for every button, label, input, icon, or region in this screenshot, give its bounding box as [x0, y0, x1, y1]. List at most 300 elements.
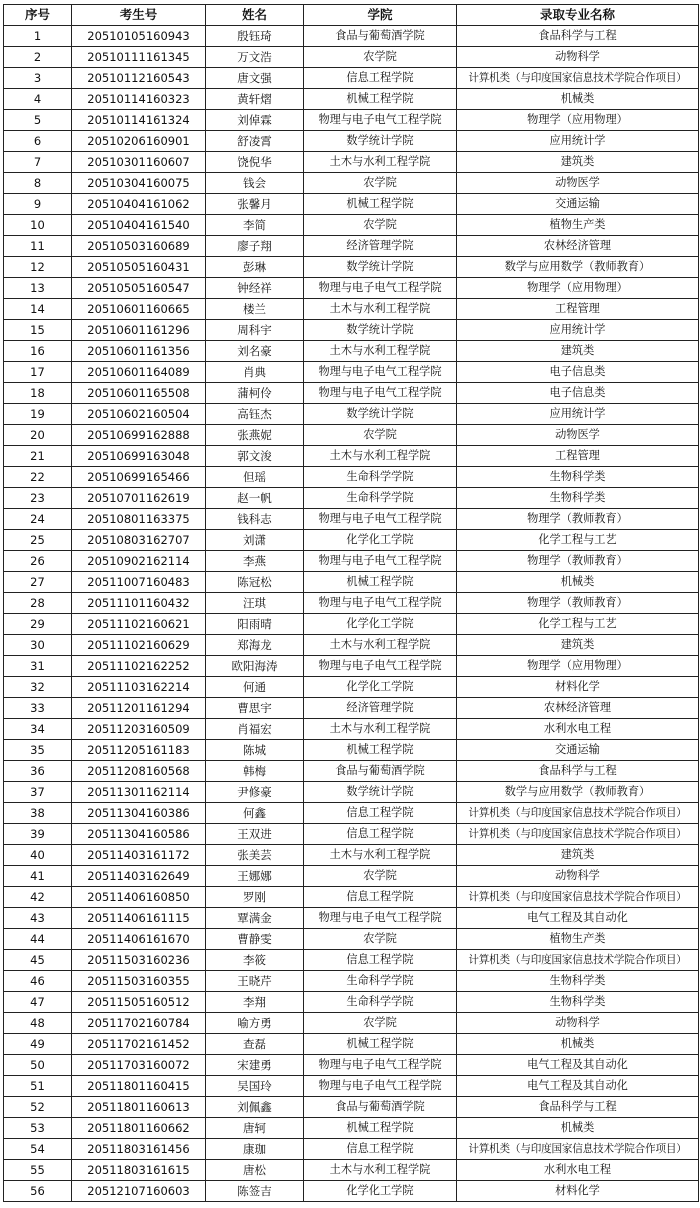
cell-major: 物理学（应用物理）	[457, 656, 699, 677]
cell-major: 计算机类（与印度国家信息技术学院合作项目）	[457, 824, 699, 845]
cell-no: 15	[4, 320, 72, 341]
cell-college: 农学院	[304, 425, 457, 446]
cell-college: 土木与水利工程学院	[304, 635, 457, 656]
cell-no: 37	[4, 782, 72, 803]
cell-college: 物理与电子电气工程学院	[304, 278, 457, 299]
cell-college: 农学院	[304, 215, 457, 236]
cell-college: 食品与葡萄酒学院	[304, 1097, 457, 1118]
cell-no: 45	[4, 950, 72, 971]
cell-exam-id: 20511403162649	[72, 866, 206, 887]
cell-no: 2	[4, 47, 72, 68]
cell-major: 建筑类	[457, 341, 699, 362]
table-row	[4, 740, 699, 761]
cell-name: 郭文浚	[206, 446, 304, 467]
cell-college: 化学化工学院	[304, 1181, 457, 1202]
cell-exam-id: 20510503160689	[72, 236, 206, 257]
table-row	[4, 1118, 699, 1139]
cell-major: 化学工程与工艺	[457, 614, 699, 635]
cell-exam-id: 20511503160236	[72, 950, 206, 971]
cell-major: 建筑类	[457, 635, 699, 656]
cell-college: 农学院	[304, 929, 457, 950]
cell-college: 物理与电子电气工程学院	[304, 1076, 457, 1097]
cell-major: 物理学（教师教育）	[457, 509, 699, 530]
table-row	[4, 173, 699, 194]
cell-college: 信息工程学院	[304, 887, 457, 908]
cell-college: 物理与电子电气工程学院	[304, 362, 457, 383]
cell-college: 机械工程学院	[304, 1118, 457, 1139]
cell-no: 43	[4, 908, 72, 929]
table-row	[4, 971, 699, 992]
cell-college: 食品与葡萄酒学院	[304, 26, 457, 47]
cell-major: 动物科学	[457, 47, 699, 68]
cell-college: 食品与葡萄酒学院	[304, 761, 457, 782]
cell-name: 肖典	[206, 362, 304, 383]
cell-name: 高钰杰	[206, 404, 304, 425]
table-row	[4, 1013, 699, 1034]
cell-major: 食品科学与工程	[457, 1097, 699, 1118]
cell-major: 应用统计学	[457, 404, 699, 425]
cell-major: 计算机类（与印度国家信息技术学院合作项目）	[457, 887, 699, 908]
table-row	[4, 194, 699, 215]
table-row	[4, 530, 699, 551]
cell-major: 生物科学类	[457, 971, 699, 992]
cell-exam-id: 20510505160431	[72, 257, 206, 278]
cell-major: 计算机类（与印度国家信息技术学院合作项目）	[457, 803, 699, 824]
cell-exam-id: 20510601164089	[72, 362, 206, 383]
cell-major: 电子信息类	[457, 383, 699, 404]
cell-exam-id: 20511801160613	[72, 1097, 206, 1118]
cell-exam-id: 20510114160323	[72, 89, 206, 110]
cell-exam-id: 20511406160850	[72, 887, 206, 908]
cell-exam-id: 20511406161670	[72, 929, 206, 950]
header-major: 录取专业名称	[457, 5, 699, 26]
cell-name: 曹思宇	[206, 698, 304, 719]
cell-name: 赵一帆	[206, 488, 304, 509]
cell-no: 36	[4, 761, 72, 782]
cell-name: 陈签吉	[206, 1181, 304, 1202]
cell-no: 35	[4, 740, 72, 761]
cell-college: 信息工程学院	[304, 803, 457, 824]
cell-no: 48	[4, 1013, 72, 1034]
cell-college: 经济管理学院	[304, 236, 457, 257]
cell-exam-id: 20511505160512	[72, 992, 206, 1013]
cell-no: 5	[4, 110, 72, 131]
cell-exam-id: 20511304160386	[72, 803, 206, 824]
table-row	[4, 572, 699, 593]
cell-no: 42	[4, 887, 72, 908]
cell-exam-id: 20511703160072	[72, 1055, 206, 1076]
cell-major: 机械类	[457, 1034, 699, 1055]
cell-no: 7	[4, 152, 72, 173]
table-row	[4, 593, 699, 614]
cell-college: 土木与水利工程学院	[304, 152, 457, 173]
cell-major: 工程管理	[457, 446, 699, 467]
cell-name: 王娜娜	[206, 866, 304, 887]
cell-college: 数学统计学院	[304, 782, 457, 803]
cell-college: 数学统计学院	[304, 131, 457, 152]
cell-no: 20	[4, 425, 72, 446]
table-row	[4, 320, 699, 341]
cell-no: 26	[4, 551, 72, 572]
cell-no: 17	[4, 362, 72, 383]
cell-no: 31	[4, 656, 72, 677]
cell-exam-id: 20511803161456	[72, 1139, 206, 1160]
cell-exam-id: 20511702160784	[72, 1013, 206, 1034]
cell-exam-id: 20510404161062	[72, 194, 206, 215]
cell-no: 12	[4, 257, 72, 278]
cell-major: 电气工程及其自动化	[457, 1055, 699, 1076]
cell-major: 物理学（教师教育）	[457, 551, 699, 572]
cell-major: 水利水电工程	[457, 719, 699, 740]
cell-name: 蒲柯伶	[206, 383, 304, 404]
cell-name: 张馨月	[206, 194, 304, 215]
cell-major: 材料化学	[457, 1181, 699, 1202]
cell-no: 41	[4, 866, 72, 887]
cell-major: 交通运输	[457, 194, 699, 215]
cell-major: 应用统计学	[457, 320, 699, 341]
header-exam-id: 考生号	[72, 5, 206, 26]
cell-name: 钱会	[206, 173, 304, 194]
cell-no: 27	[4, 572, 72, 593]
cell-college: 物理与电子电气工程学院	[304, 509, 457, 530]
cell-name: 何通	[206, 677, 304, 698]
cell-name: 康珈	[206, 1139, 304, 1160]
header-college: 学院	[304, 5, 457, 26]
cell-exam-id: 20511103162214	[72, 677, 206, 698]
cell-college: 经济管理学院	[304, 698, 457, 719]
cell-name: 万文浩	[206, 47, 304, 68]
cell-major: 计算机类（与印度国家信息技术学院合作项目）	[457, 950, 699, 971]
cell-major: 机械类	[457, 89, 699, 110]
cell-exam-id: 20510505160547	[72, 278, 206, 299]
cell-exam-id: 20512107160603	[72, 1181, 206, 1202]
cell-no: 24	[4, 509, 72, 530]
table-row	[4, 908, 699, 929]
cell-name: 宋建勇	[206, 1055, 304, 1076]
cell-exam-id: 20510699163048	[72, 446, 206, 467]
cell-no: 49	[4, 1034, 72, 1055]
cell-name: 钟经祥	[206, 278, 304, 299]
table-row	[4, 635, 699, 656]
cell-college: 物理与电子电气工程学院	[304, 110, 457, 131]
table-row	[4, 698, 699, 719]
cell-major: 物理学（教师教育）	[457, 593, 699, 614]
cell-major: 物理学（应用物理）	[457, 278, 699, 299]
cell-major: 机械类	[457, 572, 699, 593]
cell-no: 11	[4, 236, 72, 257]
cell-no: 44	[4, 929, 72, 950]
cell-college: 生命科学学院	[304, 467, 457, 488]
cell-no: 18	[4, 383, 72, 404]
cell-major: 动物科学	[457, 1013, 699, 1034]
cell-name: 罗刚	[206, 887, 304, 908]
cell-exam-id: 20510699162888	[72, 425, 206, 446]
cell-name: 饶倪华	[206, 152, 304, 173]
cell-no: 29	[4, 614, 72, 635]
table-row	[4, 215, 699, 236]
cell-name: 尹修豪	[206, 782, 304, 803]
cell-no: 14	[4, 299, 72, 320]
cell-no: 19	[4, 404, 72, 425]
table-row	[4, 362, 699, 383]
cell-college: 物理与电子电气工程学院	[304, 656, 457, 677]
cell-name: 殷钰琦	[206, 26, 304, 47]
table-row	[4, 131, 699, 152]
cell-exam-id: 20510601165508	[72, 383, 206, 404]
cell-no: 10	[4, 215, 72, 236]
cell-exam-id: 20510699165466	[72, 467, 206, 488]
cell-no: 51	[4, 1076, 72, 1097]
cell-major: 电气工程及其自动化	[457, 908, 699, 929]
cell-exam-id: 20510206160901	[72, 131, 206, 152]
cell-college: 土木与水利工程学院	[304, 845, 457, 866]
cell-college: 物理与电子电气工程学院	[304, 908, 457, 929]
table-row	[4, 425, 699, 446]
cell-major: 电子信息类	[457, 362, 699, 383]
cell-college: 机械工程学院	[304, 1034, 457, 1055]
cell-no: 34	[4, 719, 72, 740]
cell-exam-id: 20511403161172	[72, 845, 206, 866]
cell-exam-id: 20510701162619	[72, 488, 206, 509]
table-row	[4, 383, 699, 404]
cell-exam-id: 20511208160568	[72, 761, 206, 782]
cell-major: 交通运输	[457, 740, 699, 761]
cell-major: 农林经济管理	[457, 698, 699, 719]
cell-name: 张燕妮	[206, 425, 304, 446]
cell-name: 王双进	[206, 824, 304, 845]
cell-name: 阳雨晴	[206, 614, 304, 635]
header-no: 序号	[4, 5, 72, 26]
table-row	[4, 992, 699, 1013]
header-row	[4, 5, 699, 26]
table-row	[4, 467, 699, 488]
cell-college: 土木与水利工程学院	[304, 341, 457, 362]
cell-name: 王晓芹	[206, 971, 304, 992]
header-name: 姓名	[206, 5, 304, 26]
cell-major: 化学工程与工艺	[457, 530, 699, 551]
cell-no: 4	[4, 89, 72, 110]
table-row	[4, 950, 699, 971]
cell-name: 彭琳	[206, 257, 304, 278]
cell-exam-id: 20511301162114	[72, 782, 206, 803]
table-row	[4, 47, 699, 68]
cell-no: 16	[4, 341, 72, 362]
table-row	[4, 446, 699, 467]
admission-table	[3, 4, 699, 1202]
cell-college: 生命科学学院	[304, 992, 457, 1013]
cell-major: 生物科学类	[457, 488, 699, 509]
cell-major: 计算机类（与印度国家信息技术学院合作项目）	[457, 1139, 699, 1160]
cell-exam-id: 20510114161324	[72, 110, 206, 131]
table-row	[4, 1097, 699, 1118]
cell-college: 化学化工学院	[304, 614, 457, 635]
cell-no: 55	[4, 1160, 72, 1181]
table-row	[4, 824, 699, 845]
cell-name: 廖子翔	[206, 236, 304, 257]
cell-college: 土木与水利工程学院	[304, 299, 457, 320]
cell-no: 1	[4, 26, 72, 47]
cell-no: 39	[4, 824, 72, 845]
cell-name: 郑海龙	[206, 635, 304, 656]
cell-exam-id: 20510601160665	[72, 299, 206, 320]
cell-major: 机械类	[457, 1118, 699, 1139]
cell-major: 动物医学	[457, 173, 699, 194]
cell-name: 舒凌霄	[206, 131, 304, 152]
table-row	[4, 656, 699, 677]
cell-name: 刘潇	[206, 530, 304, 551]
cell-college: 物理与电子电气工程学院	[304, 383, 457, 404]
table-row	[4, 299, 699, 320]
table-row	[4, 803, 699, 824]
cell-exam-id: 20511304160586	[72, 824, 206, 845]
table-row	[4, 404, 699, 425]
cell-no: 8	[4, 173, 72, 194]
cell-major: 应用统计学	[457, 131, 699, 152]
table-row	[4, 89, 699, 110]
cell-no: 9	[4, 194, 72, 215]
cell-major: 建筑类	[457, 845, 699, 866]
cell-college: 机械工程学院	[304, 740, 457, 761]
cell-major: 工程管理	[457, 299, 699, 320]
table-body	[4, 26, 699, 1202]
cell-college: 信息工程学院	[304, 950, 457, 971]
cell-name: 刘倬霖	[206, 110, 304, 131]
cell-major: 计算机类（与印度国家信息技术学院合作项目）	[457, 68, 699, 89]
cell-name: 韩梅	[206, 761, 304, 782]
cell-exam-id: 20510902162114	[72, 551, 206, 572]
table-row	[4, 845, 699, 866]
cell-major: 材料化学	[457, 677, 699, 698]
cell-name: 李翔	[206, 992, 304, 1013]
cell-exam-id: 20511801160415	[72, 1076, 206, 1097]
cell-exam-id: 20510304160075	[72, 173, 206, 194]
cell-name: 曹静雯	[206, 929, 304, 950]
cell-name: 李简	[206, 215, 304, 236]
cell-major: 水利水电工程	[457, 1160, 699, 1181]
table-row	[4, 26, 699, 47]
cell-exam-id: 20510601161296	[72, 320, 206, 341]
cell-college: 生命科学学院	[304, 488, 457, 509]
cell-no: 52	[4, 1097, 72, 1118]
table-row	[4, 110, 699, 131]
cell-college: 生命科学学院	[304, 971, 457, 992]
cell-exam-id: 20511803161615	[72, 1160, 206, 1181]
table-row	[4, 614, 699, 635]
cell-no: 28	[4, 593, 72, 614]
cell-no: 53	[4, 1118, 72, 1139]
cell-no: 13	[4, 278, 72, 299]
cell-name: 肖福宏	[206, 719, 304, 740]
table-row	[4, 341, 699, 362]
cell-major: 动物医学	[457, 425, 699, 446]
cell-name: 陈城	[206, 740, 304, 761]
cell-no: 21	[4, 446, 72, 467]
cell-exam-id: 20511102160629	[72, 635, 206, 656]
cell-no: 3	[4, 68, 72, 89]
cell-name: 唐松	[206, 1160, 304, 1181]
cell-name: 唐文强	[206, 68, 304, 89]
cell-name: 刘佩鑫	[206, 1097, 304, 1118]
cell-no: 23	[4, 488, 72, 509]
cell-name: 周科宇	[206, 320, 304, 341]
cell-exam-id: 20511203160509	[72, 719, 206, 740]
cell-name: 钱科志	[206, 509, 304, 530]
cell-major: 植物生产类	[457, 929, 699, 950]
cell-no: 46	[4, 971, 72, 992]
table-row	[4, 677, 699, 698]
cell-name: 陈冠松	[206, 572, 304, 593]
cell-name: 唐轲	[206, 1118, 304, 1139]
cell-exam-id: 20511205161183	[72, 740, 206, 761]
cell-college: 农学院	[304, 1013, 457, 1034]
cell-college: 物理与电子电气工程学院	[304, 593, 457, 614]
cell-name: 查磊	[206, 1034, 304, 1055]
cell-college: 农学院	[304, 173, 457, 194]
cell-college: 信息工程学院	[304, 824, 457, 845]
table-row	[4, 236, 699, 257]
cell-exam-id: 20511801160662	[72, 1118, 206, 1139]
cell-college: 机械工程学院	[304, 572, 457, 593]
cell-college: 化学化工学院	[304, 530, 457, 551]
cell-name: 但瑶	[206, 467, 304, 488]
cell-exam-id: 20511406161115	[72, 908, 206, 929]
cell-major: 食品科学与工程	[457, 26, 699, 47]
cell-name: 张美芸	[206, 845, 304, 866]
cell-exam-id: 20511101160432	[72, 593, 206, 614]
cell-major: 生物科学类	[457, 992, 699, 1013]
cell-name: 欧阳海涛	[206, 656, 304, 677]
table-row	[4, 257, 699, 278]
table-row	[4, 1139, 699, 1160]
cell-exam-id: 20511503160355	[72, 971, 206, 992]
cell-no: 30	[4, 635, 72, 656]
cell-major: 数学与应用数学（教师教育）	[457, 257, 699, 278]
cell-exam-id: 20510301160607	[72, 152, 206, 173]
cell-major: 物理学（应用物理）	[457, 110, 699, 131]
cell-name: 李燕	[206, 551, 304, 572]
cell-no: 38	[4, 803, 72, 824]
cell-college: 土木与水利工程学院	[304, 446, 457, 467]
cell-exam-id: 20510404161540	[72, 215, 206, 236]
cell-no: 54	[4, 1139, 72, 1160]
cell-exam-id: 20510602160504	[72, 404, 206, 425]
table-row	[4, 761, 699, 782]
cell-no: 25	[4, 530, 72, 551]
cell-college: 化学化工学院	[304, 677, 457, 698]
cell-no: 50	[4, 1055, 72, 1076]
table-row	[4, 929, 699, 950]
cell-no: 32	[4, 677, 72, 698]
cell-no: 22	[4, 467, 72, 488]
cell-college: 土木与水利工程学院	[304, 1160, 457, 1181]
table-row	[4, 509, 699, 530]
table-row	[4, 1160, 699, 1181]
table-row	[4, 488, 699, 509]
cell-exam-id: 20510601161356	[72, 341, 206, 362]
cell-college: 数学统计学院	[304, 320, 457, 341]
table-row	[4, 1076, 699, 1097]
cell-no: 47	[4, 992, 72, 1013]
table-row	[4, 1055, 699, 1076]
cell-major: 农林经济管理	[457, 236, 699, 257]
cell-no: 56	[4, 1181, 72, 1202]
cell-exam-id: 20511102162252	[72, 656, 206, 677]
cell-no: 40	[4, 845, 72, 866]
cell-name: 刘名豪	[206, 341, 304, 362]
table-row	[4, 68, 699, 89]
cell-college: 土木与水利工程学院	[304, 719, 457, 740]
table-row	[4, 1034, 699, 1055]
